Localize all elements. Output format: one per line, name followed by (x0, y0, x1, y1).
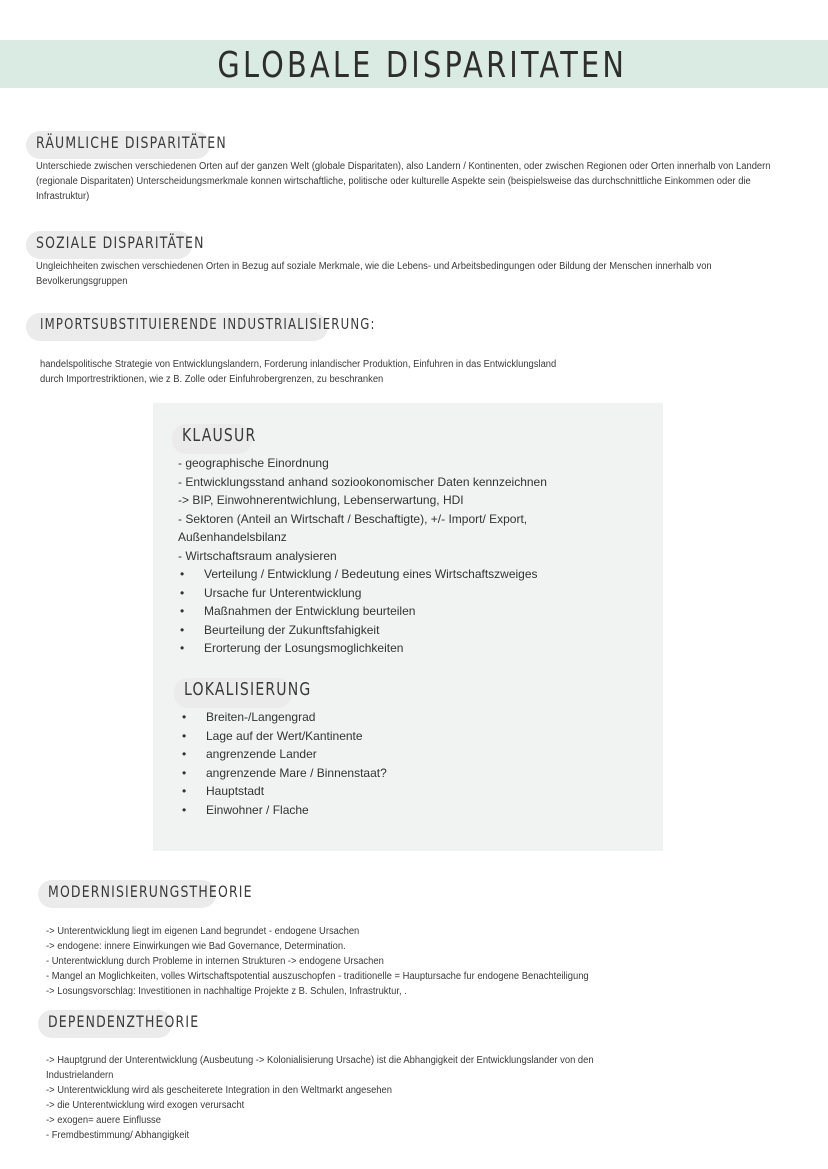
bullet-icon: • (182, 765, 187, 780)
bullet-item (180, 801, 570, 820)
bullet-icon: • (182, 728, 187, 743)
paragraph-soziale-disparitaeten: Ungleichheiten zwischen verschiedenen Orten in Bezug auf soziale Merkmale, wie die Lebens- und Arbeitsbedingungen oder Bildung der Menschen innerhalb von Bevolkerungsgruppen (36, 261, 712, 287)
bullet-item (178, 639, 568, 658)
text-line: Industrielandern (46, 1070, 114, 1081)
page-title: GLOBALE DISPARITATEN (217, 45, 628, 86)
text-line: -> Unterentwicklung wird als gescheiterete Integration in den Weltmarkt angesehen (46, 1085, 392, 1096)
bullet-text: Beurteilung der Zukunftsfahigkeit (204, 622, 380, 637)
text-line: -> exogen= auere Einflusse (46, 1115, 161, 1126)
heading-klausur: KLAUSUR (182, 425, 257, 446)
paragraph-importsubstituierende-industrialisierung (40, 357, 660, 387)
heading-modernisierungstheorie: MODERNISIERUNGSTHEORIE (48, 882, 253, 901)
list-item: -> BIP, Einwohnerentwichlung, Lebenserwartung, HDI (178, 493, 464, 507)
paragraph-modernisierungstheorie (46, 924, 806, 999)
bullet-item (178, 565, 568, 584)
bullet-item (180, 782, 570, 801)
bullet-text: Maßnahmen der Entwicklung beurteilen (204, 604, 416, 618)
bullet-text: Hauptstadt (206, 784, 265, 798)
bullet-text: angrenzende Mare / Binnenstaat? (206, 765, 387, 780)
bullet-icon: • (180, 585, 185, 600)
bullet-icon: • (180, 641, 185, 655)
bullet-item (180, 745, 570, 764)
bullet-text: Verteilung / Entwicklung / Bedeutung eines Wirtschaftszweiges (204, 567, 538, 581)
bullet-text: Einwohner / Flache (206, 802, 309, 817)
text-line: handelspolitische Strategie von Entwicklungslandern, Forderung inlandischer Produktion, Einfuhren in das Entwicklungsland (40, 359, 557, 370)
text-line: - Fremdbestimmung/ Abhangigkeit (46, 1130, 190, 1141)
bullet-icon: • (182, 747, 187, 761)
heading-soziale-disparitaeten: SOZIALE DISPARITÄTEN (36, 233, 205, 252)
bullet-item (180, 727, 570, 746)
text-line: - Unterentwicklung durch Probleme in internen Strukturen -> endogene Ursachen (46, 956, 384, 967)
list-item: - Entwicklungsstand anhand soziookonomischer Daten kennzeichnen (178, 474, 547, 489)
bullet-icon: • (182, 710, 187, 724)
bullet-item (178, 584, 568, 603)
heading-importsubstituierende-industrialisierung: IMPORTSUBSTITUIERENDE INDUSTRIALISIERUNG: (40, 315, 376, 333)
text-line: - Mangel an Moglichkeiten, volles Wirtschaftspotential auszuschopfen - traditionelle = Hauptursache fur endogene Benachteiligung (46, 971, 589, 982)
klausur-list (178, 454, 568, 658)
text-line: -> Hauptgrund der Unterentwicklung (Ausbeutung -> Kolonialisierung Ursache) ist die Abhangigkeit der Entwicklungslander von den (46, 1055, 594, 1066)
text-line: durch Importrestriktionen, wie z B. Zolle oder Einfuhrobergrenzen, zu beschranken (40, 374, 384, 385)
bullet-text: Ursache fur Unterentwicklung (204, 585, 362, 600)
list-item: - Sektoren (Anteil an Wirtschaft / Beschaftigte), +/- Import/ Export, Außenhandelsbilanz (178, 511, 528, 544)
bullet-text: Breiten-/Langengrad (206, 710, 316, 724)
text-line: -> Unterentwicklung liegt im eigenen Land begrundet - endogene Ursachen (46, 926, 360, 937)
bullet-icon: • (180, 622, 185, 637)
lokalisierung-list (180, 708, 570, 819)
bullet-item (178, 621, 568, 640)
bullet-text: Erorterung der Losungsmoglichkeiten (204, 641, 404, 655)
bullet-item (180, 764, 570, 783)
bullet-item (180, 708, 570, 727)
paragraph-dependenztheorie (46, 1053, 746, 1143)
paragraph-raeumliche-disparitaeten: Unterschiede zwischen verschiedenen Orten auf der ganzen Welt (globale Disparitaten), also Landern / Kontinenten, oder zwischen Regionen oder Orten innerhalb von Landern (regionale Disparitaten) Unterscheidungsmerkmale konnen wirtschaftliche, politische oder kulturelle Aspekte sein (beispielsweise das durchschnittliche Einkommen oder die Infrastruktur) (36, 161, 771, 202)
text-line: -> endogene: innere Einwirkungen wie Bad Governance, Determination. (46, 941, 346, 952)
bullet-text: Lage auf der Wert/Kantinente (206, 728, 363, 743)
text-line: -> die Unterentwicklung wird exogen verursacht (46, 1100, 245, 1111)
text-line: -> Losungsvorschlag: Investitionen in nachhaltige Projekte z B. Schulen, Infrastruktur, . (46, 986, 407, 997)
bullet-icon: • (182, 802, 187, 817)
bullet-text: angrenzende Lander (206, 747, 317, 761)
heading-dependenztheorie: DEPENDENZTHEORIE (48, 1012, 200, 1031)
bullet-item (178, 602, 568, 621)
list-item: - geographische Einordnung (178, 456, 329, 470)
heading-raeumliche-disparitaeten: RÄUMLICHE DISPARITÄTEN (36, 133, 227, 152)
bullet-icon: • (180, 604, 185, 618)
heading-lokalisierung: LOKALISIERUNG (184, 679, 312, 700)
list-item: - Wirtschaftsraum analysieren (178, 548, 337, 563)
bullet-icon: • (180, 567, 185, 581)
bullet-icon: • (182, 784, 187, 798)
